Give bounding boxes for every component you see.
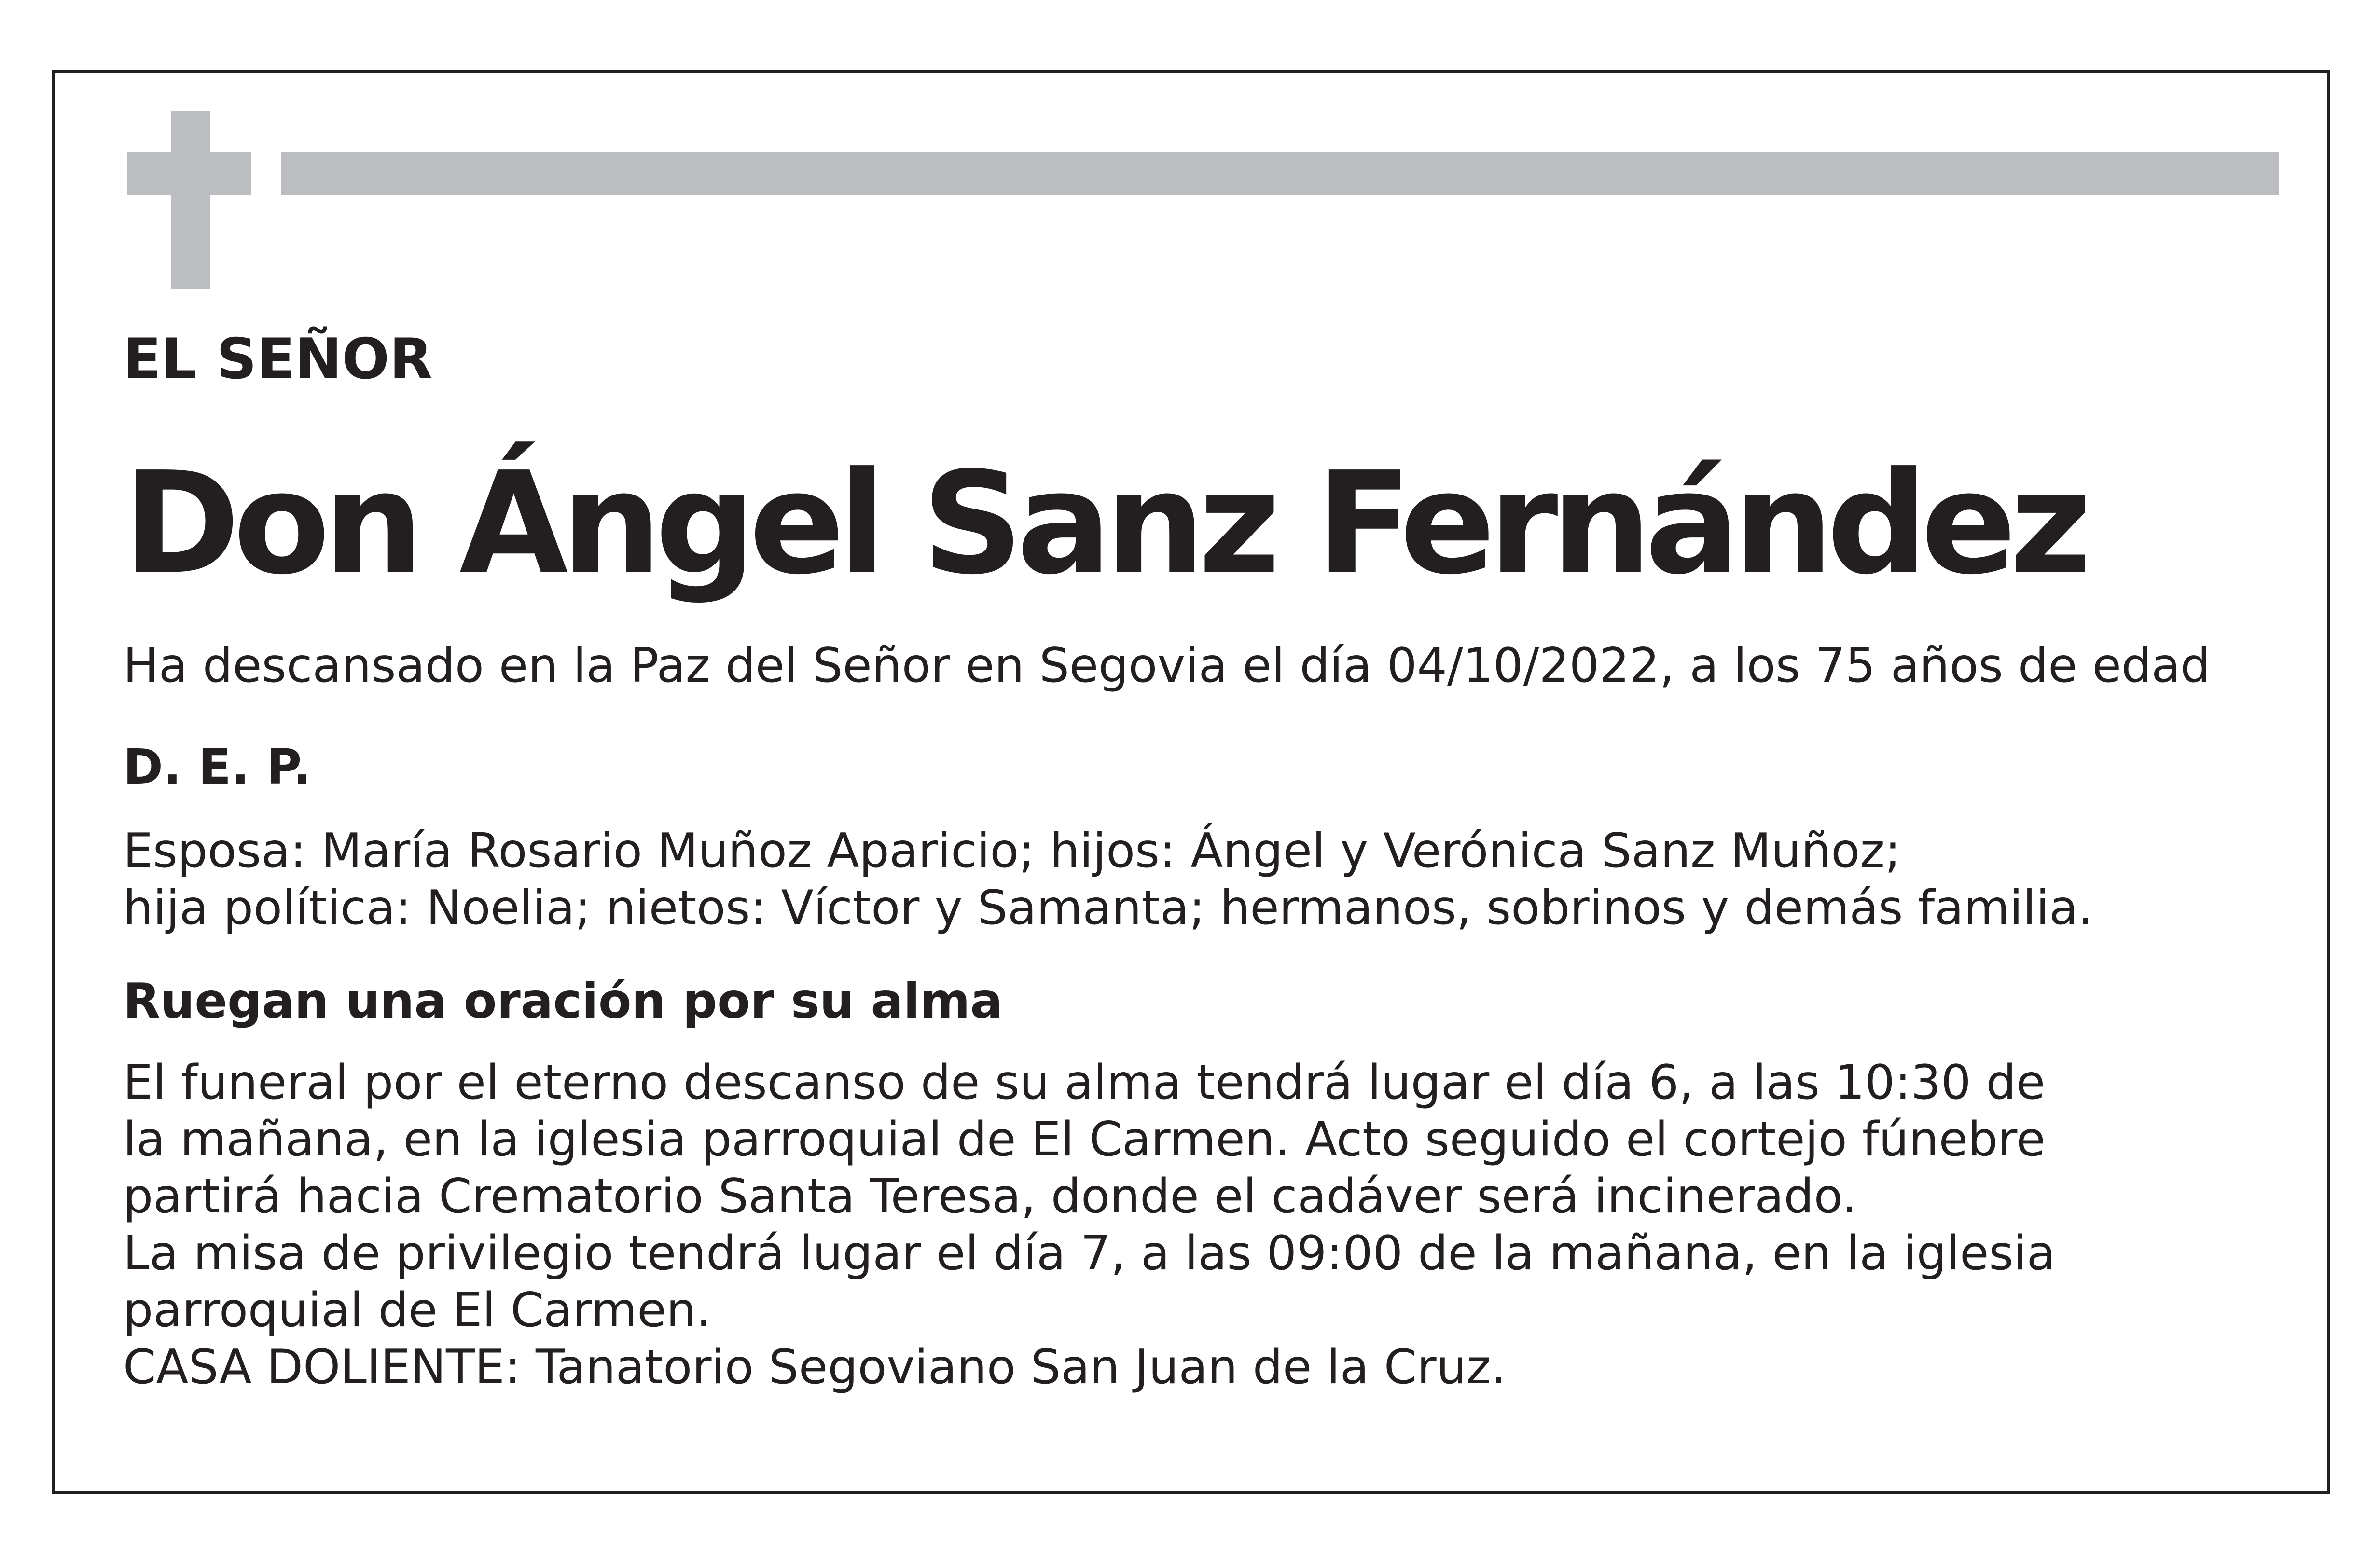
family-line: hija política: Noelia; nietos: Víctor y Samanta; hermanos, sobrinos y demás familia. xyxy=(123,880,2093,935)
funeral-line: CASA DOLIENTE: Tanatorio Segoviano San Juan de la Cruz. xyxy=(123,1340,1507,1395)
funeral-line: parroquial de El Carmen. xyxy=(123,1283,711,1338)
deceased-name: Don Ángel Sanz Fernández xyxy=(123,441,2085,605)
death-announcement: Ha descansado en la Paz del Señor en Segovia el día 04/10/2022, a los 75 años de edad xyxy=(123,638,2211,693)
funeral-details xyxy=(123,1054,2056,1396)
funeral-line: partirá hacia Crematorio Santa Teresa, donde el cadáver será incinerado. xyxy=(123,1169,1857,1224)
dep-abbreviation: D. E. P. xyxy=(123,739,311,795)
funeral-line: La misa de privilegio tendrá lugar el día 7, a las 09:00 de la mañana, en la iglesia xyxy=(123,1226,2056,1281)
funeral-line: la mañana, en la iglesia parroquial de El Carmen. Acto seguido el cortejo fúnebre xyxy=(123,1112,2046,1167)
header-rule xyxy=(281,152,2279,195)
cross-horizontal-beam xyxy=(127,152,251,195)
title-prefix: EL SEÑOR xyxy=(123,327,433,392)
funeral-line: El funeral por el eterno descanso de su alma tendrá lugar el día 6, a las 10:30 de xyxy=(123,1055,2046,1110)
family-line: Esposa: María Rosario Muñoz Aparicio; hijos: Ángel y Verónica Sanz Muñoz; xyxy=(123,824,1901,879)
cross-vertical-beam xyxy=(171,111,210,289)
prayer-request: Ruegan una oración por su alma xyxy=(123,973,1003,1029)
family-list xyxy=(123,823,2093,936)
